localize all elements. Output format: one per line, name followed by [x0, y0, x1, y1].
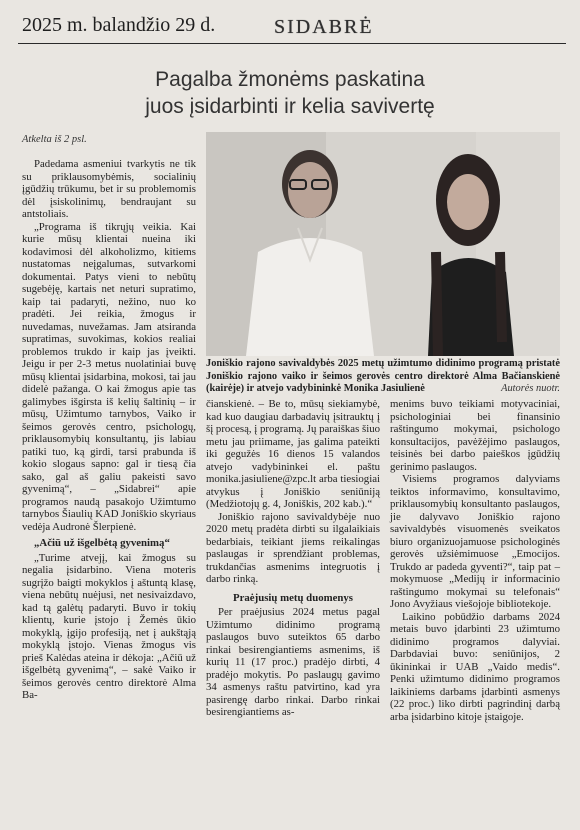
- section-subheading: Praėjusių metų duomenys: [233, 591, 353, 604]
- paragraph: Joniškio rajono savivaldybėje nuo 2020 metų pradėta dirbti su ilgalaikiais bedarbiais, teikiant jiems reikalingas paslaugas ir sprendžiant problemas, trukdančias asmenims integruotis į darbo rinką.: [206, 510, 380, 585]
- paragraph: „Turime atvejį, kai žmogus su negalia įsidarbino. Viena moteris sugrįžo baigti mokyklos į aštuntą klasę, viena nebūtų nuėjusi, net nesivaizdavo, kad tą galėtų padaryti. Buvo ir tokių klientų, kurie įstojo į Žemės ūkio mokyklą, įgijo profesiją, net į aukštąją mokyklą įstojo. Vienas žmogus vis prieš Kalėdas ateina ir dėkoja: „Ačiū už išgelbėtą gyvenimą“, – sakė Vaiko ir šeimos gerovės centro direktorė Alma Ba-: [22, 551, 196, 701]
- paragraph: Visiems programos dalyviams teiktos informavimo, konsultavimo, priklausomybių konsultanto paslaugos, jie dalyvavo Joniškio rajono savivaldybės visuomenės sveikatos biuro organizuojamuose psichologinės gerovės užsiėmimuose „Emocijos. Trukdo ar padeda gyventi?“, taip pat – mokymuose „Medijų ir informacinio raštingumo mokymai su telefonais“ Jono Avyžiaus viešojoje bibliotekoje.: [390, 473, 560, 610]
- continued-from-note: Atkelta iš 2 psl.: [22, 134, 87, 145]
- paragraph: Padedama asmeniui tvarkytis ne tik su priklausomybėmis, socialinių įgūdžių trūkumu, bet ir su problemomis dėl įsiskolinimų, bendraujant su antstoliais.: [22, 158, 196, 220]
- article-photo: [206, 132, 560, 356]
- page-header: [18, 14, 566, 44]
- photo-two-women: [206, 132, 560, 356]
- newspaper-title: SIDABRĖ: [274, 16, 374, 38]
- paragraph: Laikino pobūdžio darbams 2024 metais buvo įdarbinti 23 užimtumo didinimo programos dalyviai. Darbdaviai buvo: seniūnijos, 2 ūkininkai ir UAB „Vaido medis“. Penki užimtumo didinimo programos laikiniems darbams įdarbinti asmenys (22 proc.) liko dirbti pagrindinį darbą arba įsidarbino kitoje įstaigoje.: [390, 610, 560, 723]
- paragraph: Per praėjusius 2024 metus pagal Užimtumo didinimo programą paslaugos buvo suteiktos 65 darbo rinkai besirengiantiems asmenims, iš kurių 11 (17 proc.) pradėjo dirbti, 4 pradėjo mokytis. Po paslaugų gavimo 34 asmenys raštu patvirtino, kad yra pasirengę darbo rinkai. Darbo rinkai besirengiantiems as-: [206, 606, 380, 718]
- paragraph: „Programa iš tikrųjų veikia. Kai kurie mūsų klientai nueina iki kodavimosi dėl alkoholizmo, kitiems nustatomas neįgalumas, sutvarkomi dokumentai. Patys vieni to nebūtų sugebėję, kartais net neturi supratimo, kaip tai padaryti, nežino, nuo ko pradėti. Jei reikia, žmogus ir nuvedamas, nuvežamas. Jam atsiranda supratimas, suvokimas, kokios realiai problemos trukdo ir kaip jas įveikti. Jeigu ir per 2-3 metus nuolatiniai buvę mūsų klientai įsidarbina, mokosi, tai jau didelė pažanga. O kai žmogus apie tas galimybes išgirsta iš kelių šaltinių – ir mūsų, Užimtumo tarnybos, Vaiko ir šeimos gerovės centro, psichologų, priklausomybių konsultantų, jis labiau patiki tuo, ką girdi, tarsi prabunda iš kokio slogaus sapno: gal ir tiesą čia sako, gal aš galiu pakeisti savo gyvenimą“, – „Sidabrei“ apie programos naudą pasakojo Užimtumo tarnybos Šiaulių KAD Joniškio skyriaus vedėja Audronė Šlerpienė.: [22, 220, 196, 533]
- article-headline: [40, 66, 540, 120]
- article-column-2: [206, 398, 380, 822]
- photo-credit: Autorės nuotr.: [501, 383, 560, 394]
- issue-date: 2025 m. balandžio 29 d.: [22, 14, 216, 36]
- paragraph: čianskienė. – Be to, mūsų siekiamybė, kad kuo daugiau darbadavių įsitrauktų į šį procesą, į programą. Jų paraiškas šiuo metu jau priimame, jas galima pateikti iki gegužės 16 dienos 15 valandos atvejo vadybininkei el. paštu monika.jasiuliene@zpc.lt arba tiesiogiai atvykus į Joniškio seniūniją (Medžiotojų g. 4, Joniškis, 202 kab.).“: [206, 398, 380, 510]
- article-column-1: [22, 158, 196, 822]
- article-column-3: [390, 398, 560, 822]
- paragraph: menims buvo teikiami motyvaciniai, psichologiniai bei finansinio raštingumo mokymai, psichologo konsultacijos, pavėžėjimo paslaugos, teisinės bei darbo paieškos įgūdžių gerinimo paslaugos.: [390, 398, 560, 473]
- headline-line-2: juos įsidarbinti ir kelia savivertę: [145, 95, 435, 118]
- section-subheading: „Ačiū už išgelbėtą gyvenimą“: [34, 537, 170, 549]
- headline-line-1: Pagalba žmonėms paskatina: [155, 68, 425, 91]
- photo-caption: Joniškio rajono savivaldybės 2025 metų užimtumo didinimo programą pristatė Joniškio rajono vaiko ir šeimos gerovės centro direktorė Alma Bačianskienė (kairėje) ir atvejo vadybininkė Monika Jasiulienė: [206, 358, 560, 394]
